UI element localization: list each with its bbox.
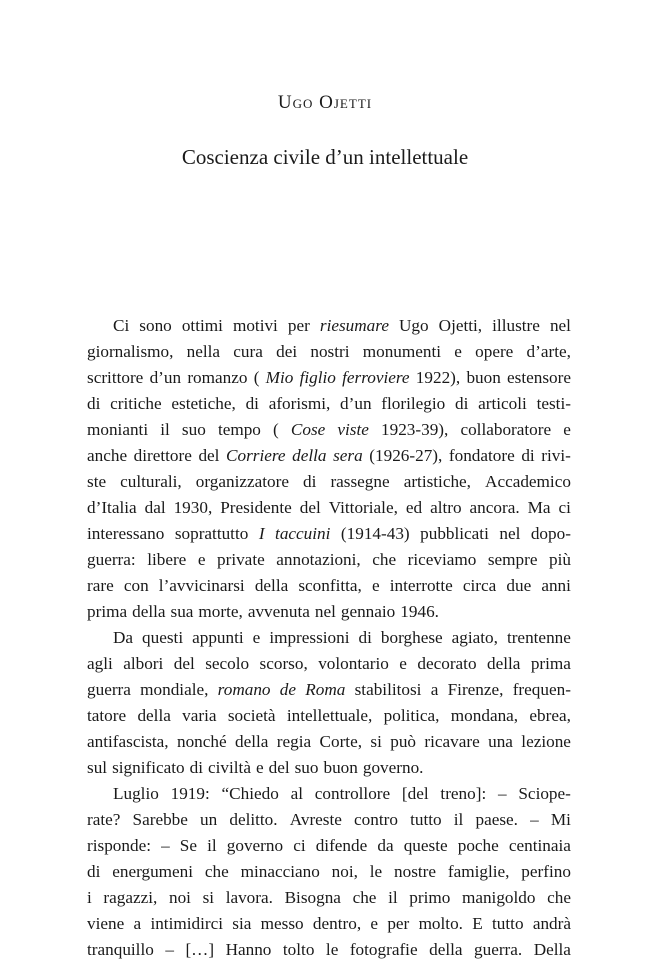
word: con — [123, 576, 149, 595]
word: ste — [87, 472, 107, 491]
text-line — [87, 911, 571, 937]
word: romano — [217, 680, 271, 699]
word: rassegne — [330, 472, 390, 491]
word: annotazioni, — [276, 550, 361, 569]
word: guerra — [87, 680, 131, 699]
word: estetiche, — [171, 394, 236, 413]
word: che — [352, 888, 377, 907]
word: di — [245, 394, 259, 413]
word: testi- — [536, 394, 571, 413]
word: paese. — [475, 810, 518, 829]
word: illustre — [492, 316, 540, 335]
word: articoli — [478, 394, 527, 413]
word: cura — [233, 342, 263, 361]
word: al — [290, 784, 303, 803]
text-line — [87, 885, 571, 911]
word: ancora. — [469, 498, 520, 517]
word: collaboratore — [460, 420, 552, 439]
text-line — [87, 833, 571, 859]
word: andrà — [532, 914, 571, 933]
word: di — [189, 758, 203, 777]
word: aforismi, — [268, 394, 331, 413]
word: Presidente — [220, 498, 292, 517]
word: [del — [401, 784, 429, 803]
word: e — [454, 342, 462, 361]
word: Ojetti, — [438, 316, 483, 335]
word: altro — [430, 498, 462, 517]
word: e — [399, 654, 407, 673]
word: fondatore — [448, 446, 515, 465]
word: organizzatore — [195, 472, 289, 491]
word: il — [453, 810, 464, 829]
word: Luglio — [113, 784, 159, 803]
word: Firenze, — [447, 680, 504, 699]
word: – — [530, 810, 539, 829]
word: interrotte — [389, 576, 453, 595]
word: Bisogna — [284, 888, 341, 907]
word: tolto — [282, 940, 315, 959]
word: sia — [232, 914, 252, 933]
word: – — [161, 836, 170, 855]
text-line — [87, 417, 571, 443]
text-line — [87, 339, 571, 365]
text-line — [87, 495, 571, 521]
word: decorato — [417, 654, 477, 673]
word: controllore — [314, 784, 391, 803]
word: ebrea, — [529, 706, 571, 725]
word: manigoldo — [461, 888, 536, 907]
word: il — [388, 888, 398, 907]
word: centinaia — [508, 836, 571, 855]
word: nel — [499, 524, 521, 543]
word: Hanno — [225, 940, 272, 959]
word: di — [87, 394, 101, 413]
word: Avreste — [289, 810, 342, 829]
word: della — [137, 706, 171, 725]
text-line — [87, 391, 571, 417]
word: d’arte, — [526, 342, 571, 361]
word: tutto — [410, 810, 442, 829]
word: primo — [409, 888, 451, 907]
word: suo — [294, 758, 319, 777]
word: che — [204, 862, 229, 881]
word: per — [287, 316, 310, 335]
text-line — [87, 313, 571, 339]
word: impressioni — [269, 628, 350, 647]
word: dopo- — [530, 524, 571, 543]
word: del — [268, 758, 290, 777]
word: due — [506, 576, 532, 595]
word: che — [372, 550, 397, 569]
word: di — [87, 862, 101, 881]
word: Sarebbe — [132, 810, 188, 829]
word: sera — [333, 446, 363, 465]
word: intimidirci — [150, 914, 223, 933]
word: d’un — [340, 394, 372, 413]
word: nostre — [394, 862, 437, 881]
word: […] — [185, 940, 215, 959]
text-line — [87, 573, 571, 599]
word: Da — [113, 628, 134, 647]
word: Corte, — [319, 732, 362, 751]
word: anni — [541, 576, 571, 595]
word: queste — [403, 836, 448, 855]
word: (1926-27), — [369, 446, 443, 465]
word: a — [133, 914, 142, 933]
word: fotografie — [349, 940, 418, 959]
word: dentro, — [312, 914, 362, 933]
word: di — [303, 472, 317, 491]
word: ricavare — [424, 732, 480, 751]
text-line — [87, 729, 571, 755]
text-line — [87, 443, 571, 469]
word: risponde: — [87, 836, 151, 855]
word: più — [549, 550, 571, 569]
word: civiltà — [208, 758, 251, 777]
word: e — [370, 914, 379, 933]
word: soprattutto — [174, 524, 249, 543]
word: Ci — [113, 316, 130, 335]
word: tempo — [217, 420, 261, 439]
text-line — [87, 469, 571, 495]
word: critiche — [110, 394, 162, 413]
word: perfino — [521, 862, 571, 881]
word: tatore — [87, 706, 127, 725]
word: di — [455, 394, 469, 413]
word: i — [87, 888, 92, 907]
word: sua — [170, 602, 194, 621]
word: d’Italia — [87, 498, 137, 517]
word: l’avvicinarsi — [158, 576, 245, 595]
word: ( — [253, 368, 260, 387]
text-line — [87, 807, 571, 833]
word: 1923-39), — [381, 420, 449, 439]
word: sul — [87, 758, 108, 777]
word: agli — [87, 654, 113, 673]
word: ferroviere — [342, 368, 410, 387]
word: ragazzi, — [103, 888, 158, 907]
word: ottimi — [181, 316, 223, 335]
text-line — [87, 651, 571, 677]
word: che — [547, 888, 571, 907]
word: delitto. — [229, 810, 278, 829]
word: 1930, — [173, 498, 213, 517]
word: Corriere — [226, 446, 286, 465]
word: difende — [315, 836, 368, 855]
word: noi — [168, 888, 191, 907]
word: da — [377, 836, 394, 855]
word: e — [197, 550, 206, 569]
text-line — [87, 755, 571, 781]
word: le — [325, 940, 339, 959]
word: rare — [87, 576, 114, 595]
word: Della — [533, 940, 571, 959]
word: monianti — [87, 420, 149, 439]
word: politica, — [383, 706, 440, 725]
word: sconfitta, — [298, 576, 362, 595]
word: d’un — [149, 368, 182, 387]
word: figlio — [299, 368, 336, 387]
text-line — [87, 365, 571, 391]
word: anche — [87, 446, 128, 465]
word: nel — [314, 602, 336, 621]
word: trentenne — [506, 628, 571, 647]
word: I — [258, 524, 265, 543]
word: della — [429, 940, 463, 959]
word: tranquillo — [87, 940, 154, 959]
word: significato — [112, 758, 185, 777]
word: estensore — [507, 368, 571, 387]
word: avvenuta — [247, 602, 310, 621]
word: Ma — [527, 498, 551, 517]
word: taccuini — [275, 524, 331, 543]
text-line — [87, 703, 571, 729]
word: florilegio — [381, 394, 446, 413]
word: della — [292, 446, 327, 465]
word: guerra: — [87, 550, 136, 569]
word: morte, — [198, 602, 243, 621]
word: E — [472, 914, 483, 933]
word: del — [173, 654, 195, 673]
word: culturali, — [120, 472, 182, 491]
word: Ugo — [399, 316, 429, 335]
word: Cose — [290, 420, 326, 439]
text-line — [87, 937, 571, 963]
word: tutto — [492, 914, 524, 933]
text-line — [87, 625, 571, 651]
word: agiato, — [451, 628, 498, 647]
word: regia — [276, 732, 312, 751]
word: suo — [181, 420, 206, 439]
word: Roma — [305, 680, 346, 699]
word: rivi- — [541, 446, 571, 465]
word: Vittoriale, — [328, 498, 398, 517]
word: – — [498, 784, 507, 803]
word: Mi — [550, 810, 571, 829]
word: nel — [549, 316, 571, 335]
word: e — [371, 576, 380, 595]
text-line — [87, 677, 571, 703]
word: albori — [123, 654, 164, 673]
word: della — [235, 732, 269, 751]
chapter-title: Coscienza civile d’un intellettuale — [181, 145, 469, 169]
word: 1919: — [170, 784, 210, 803]
word: il — [160, 420, 170, 439]
word: opere — [475, 342, 514, 361]
word: di — [521, 446, 535, 465]
word: lavora. — [225, 888, 273, 907]
word: Accademico — [485, 472, 571, 491]
word: può — [390, 732, 416, 751]
word: energumeni — [112, 862, 194, 881]
word: a — [430, 680, 439, 699]
word: della — [254, 576, 289, 595]
word: sono — [139, 316, 172, 335]
word: artistiche, — [403, 472, 471, 491]
word: private — [217, 550, 265, 569]
word: “Chiedo — [221, 784, 279, 803]
word: giornalismo, — [87, 342, 174, 361]
word: viene — [87, 914, 125, 933]
text-line — [87, 599, 571, 625]
word: circa — [462, 576, 497, 595]
word: nonché — [176, 732, 227, 751]
word: sempre — [487, 550, 538, 569]
word: governo. — [362, 758, 424, 777]
word: e — [255, 758, 264, 777]
word: buon — [323, 758, 358, 777]
word: antifascista, — [87, 732, 169, 751]
word: lezione — [521, 732, 571, 751]
word: interessano — [87, 524, 165, 543]
word: dal — [144, 498, 166, 517]
body-text — [87, 313, 571, 963]
word: volontario — [318, 654, 389, 673]
word: monumenti — [362, 342, 442, 361]
word: appunti — [192, 628, 244, 647]
word: molto. — [418, 914, 463, 933]
word: nella — [186, 342, 221, 361]
word: frequen- — [512, 680, 571, 699]
word: guerra. — [474, 940, 523, 959]
word: – — [165, 940, 174, 959]
word: (1914-43) — [340, 524, 410, 543]
word: ci — [558, 498, 571, 517]
word: motivi — [232, 316, 278, 335]
word: di — [358, 628, 372, 647]
word: questi — [142, 628, 184, 647]
word: treno]: — [440, 784, 487, 803]
word: si — [202, 888, 215, 907]
word: 1922), — [415, 368, 461, 387]
text-line — [87, 547, 571, 573]
word: secolo — [205, 654, 250, 673]
word: viste — [337, 420, 369, 439]
word: nostri — [310, 342, 350, 361]
word: e — [252, 628, 261, 647]
word: pubblicati — [420, 524, 489, 543]
word: rate? — [87, 810, 121, 829]
word: varia — [182, 706, 217, 725]
text-line — [87, 781, 571, 807]
word: mondana, — [450, 706, 519, 725]
word: romanzo — [187, 368, 248, 387]
word: una — [488, 732, 513, 751]
word: un — [200, 810, 218, 829]
word: del — [198, 446, 220, 465]
word: società — [227, 706, 276, 725]
word: del — [299, 498, 321, 517]
chapter-author: Ugo Ojetti — [277, 92, 373, 113]
word: scrittore — [87, 368, 144, 387]
text-line — [87, 521, 571, 547]
word: prima — [87, 602, 128, 621]
word: dei — [276, 342, 298, 361]
word: prima — [530, 654, 571, 673]
word: libere — [147, 550, 187, 569]
word: noi, — [331, 862, 358, 881]
word: governo — [226, 836, 284, 855]
word: e — [563, 420, 571, 439]
word: borghese — [380, 628, 443, 647]
word: ci — [293, 836, 306, 855]
word: della — [132, 602, 166, 621]
word: famiglie, — [447, 862, 510, 881]
word: messo — [260, 914, 304, 933]
word: Sciope- — [518, 784, 571, 803]
word: ( — [273, 420, 279, 439]
word: Se — [179, 836, 197, 855]
word: 1946. — [400, 602, 439, 621]
word: le — [369, 862, 383, 881]
word: scorso, — [259, 654, 308, 673]
word: riesumare — [319, 316, 389, 335]
word: il — [207, 836, 217, 855]
word: poche — [457, 836, 499, 855]
word: stabilitosi — [354, 680, 422, 699]
word: riceviamo — [407, 550, 477, 569]
word: si — [370, 732, 382, 751]
word: minacciano — [240, 862, 320, 881]
word: della — [486, 654, 521, 673]
word: Mio — [265, 368, 294, 387]
word: de — [279, 680, 296, 699]
word: per — [387, 914, 410, 933]
text-line — [87, 859, 571, 885]
word: buon — [466, 368, 501, 387]
word: direttore — [133, 446, 192, 465]
word: gennaio — [340, 602, 396, 621]
word: intellettuale, — [286, 706, 373, 725]
word: contro — [354, 810, 398, 829]
word: ed — [405, 498, 423, 517]
word: mondiale, — [140, 680, 209, 699]
